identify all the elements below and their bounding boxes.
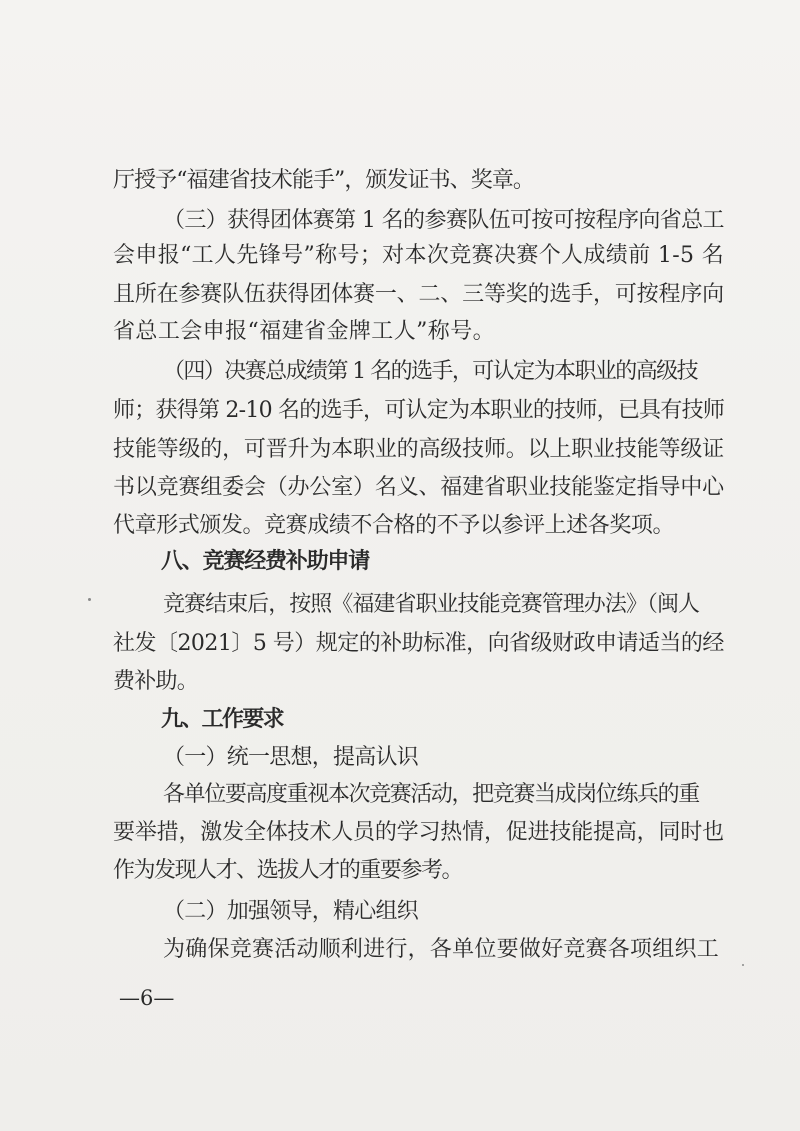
text-line: 竞赛结束后，按照《福建省职业技能竞赛管理办法》（闽人 — [163, 592, 700, 617]
text-line: 要举措，激发全体技术人员的学习热情，促进技能提高，同时也 — [113, 820, 724, 845]
text-line: 各单位要高度重视本次竞赛活动，把竞赛当成岗位练兵的重 — [163, 782, 699, 807]
text-line: 书以竞赛组委会（办公室）名义、福建省职业技能鉴定指导中心 — [113, 475, 724, 500]
scan-speck — [88, 598, 91, 601]
text-line: 且所在参赛队伍获得团体赛一、二、三等奖的选手，可按程序向 — [113, 282, 724, 307]
scan-speck — [742, 964, 744, 966]
text-line: 技能等级的，可晋升为本职业的高级技师。以上职业技能等级证 — [113, 437, 724, 462]
text-line: 费补助。 — [113, 669, 199, 694]
text-line: （二）加强领导，精心组织 — [163, 899, 419, 924]
section-heading: 九、工作要求 — [161, 707, 283, 732]
text-line: 省总工会申报“福建省金牌工人”称号。 — [113, 319, 496, 344]
text-line: （四）决赛总成绩第 1 名的选手，可认定为本职业的高级技 — [163, 359, 698, 384]
text-line: 师；获得第 2-10 名的选手，可认定为本职业的技师，已具有技师 — [113, 398, 725, 423]
text-line: （一）统一思想，提高认识 — [163, 745, 419, 770]
text-line: 社发〔2021〕5 号）规定的补助标准，向省级财政申请适当的经 — [113, 631, 724, 656]
section-heading: 八、竞赛经费补助申请 — [161, 549, 370, 574]
text-line: 为确保竞赛活动顺利进行，各单位要做好竞赛各项组织工 — [163, 937, 720, 962]
text-line: 厅授予“福建省技术能手”，颁发证书、奖章。 — [113, 168, 534, 193]
page-number: —6— — [119, 986, 175, 1010]
text-line: （三）获得团体赛第 1 名的参赛队伍可按可按程序向省总工 — [163, 208, 724, 233]
text-line: 作为发现人才、选拔人才的重要参考。 — [113, 858, 463, 883]
text-line: 会申报“工人先锋号”称号；对本次竞赛决赛个人成绩前 1-5 名 — [113, 243, 725, 268]
text-line: 代章形式颁发。竞赛成绩不合格的不予以参评上述各奖项。 — [113, 513, 675, 538]
